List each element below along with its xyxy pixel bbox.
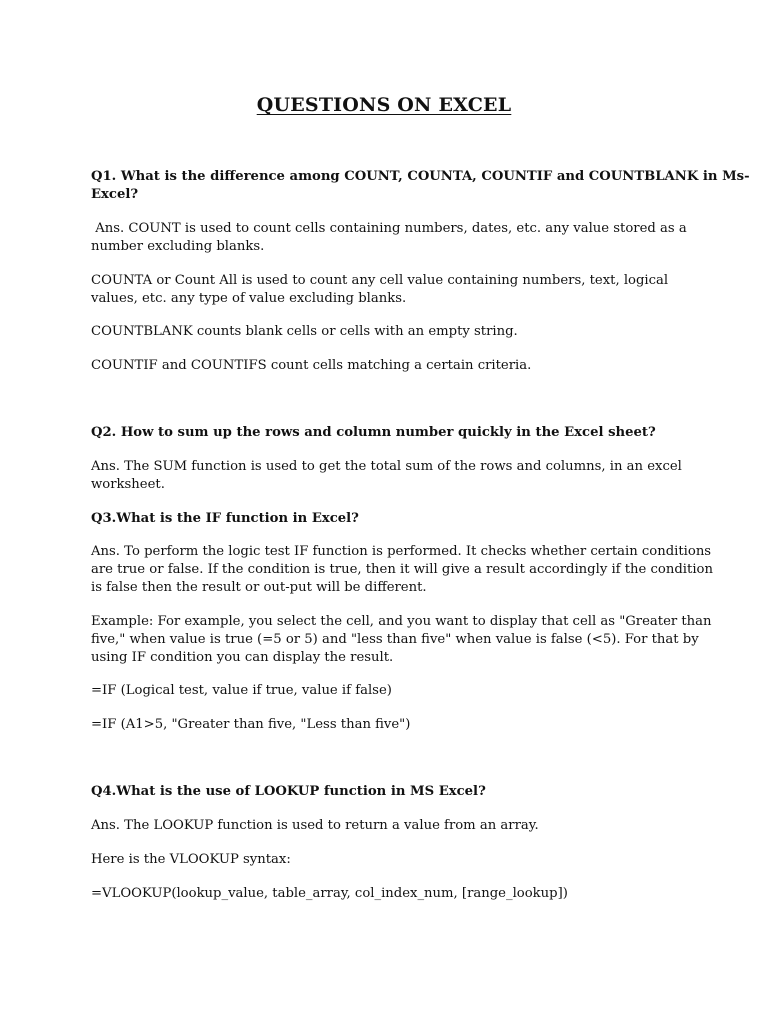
document-title: QUESTIONS ON EXCEL xyxy=(256,94,512,116)
q1-answer-3: COUNTBLANK counts blank cells or cells with an empty string. xyxy=(91,324,518,339)
q3-example: =IF (A1>5, "Greater than five, "Less than five") xyxy=(91,717,411,732)
q2-answer-line-1: Ans. The SUM function is used to get the total sum of the rows and columns, in an excel xyxy=(91,459,682,474)
q4-answer: Ans. The LOOKUP function is used to return a value from an array. xyxy=(91,818,539,833)
q3-answer-2-line-3: using IF condition you can display the result. xyxy=(91,650,394,665)
q2-answer-line-2: worksheet. xyxy=(91,477,165,492)
q3-answer-2-line-2: five," when value is true (=5 or 5) and "less than five" when value is false (<5). For that by xyxy=(91,632,699,647)
q4-syntax: =VLOOKUP(lookup_value, table_array, col_index_num, [range_lookup]) xyxy=(91,886,568,901)
q1-answer-2-line-2: values, etc. any type of value excluding blanks. xyxy=(91,291,407,306)
q1-answer-1-line-1: Ans. COUNT is used to count cells containing numbers, dates, etc. any value stored as a xyxy=(91,221,687,236)
q3-question: Q3.What is the IF function in Excel? xyxy=(91,511,359,526)
q4-question: Q4.What is the use of LOOKUP function in MS Excel? xyxy=(91,784,486,799)
q1-question-line-1: Q1. What is the difference among COUNT, COUNTA, COUNTIF and COUNTBLANK in Ms- xyxy=(91,169,750,184)
q3-syntax: =IF (Logical test, value if true, value if false) xyxy=(91,683,392,698)
q4-syntax-intro: Here is the VLOOKUP syntax: xyxy=(91,852,291,867)
q1-answer-1-line-2: number excluding blanks. xyxy=(91,239,265,254)
q3-answer-1-line-3: is false then the result or out-put will be different. xyxy=(91,580,427,595)
q1-answer-4: COUNTIF and COUNTIFS count cells matching a certain criteria. xyxy=(91,358,532,373)
q1-question-line-2: Excel? xyxy=(91,187,139,202)
q2-question: Q2. How to sum up the rows and column number quickly in the Excel sheet? xyxy=(91,425,656,440)
q3-answer-2-line-1: Example: For example, you select the cell, and you want to display that cell as "Greater than xyxy=(91,614,712,629)
q3-answer-1-line-2: are true or false. If the condition is true, then it will give a result accordingly if the condition xyxy=(91,562,713,577)
q1-answer-2-line-1: COUNTA or Count All is used to count any cell value containing numbers, text, logical xyxy=(91,273,669,288)
q3-answer-1-line-1: Ans. To perform the logic test IF function is performed. It checks whether certain conditions xyxy=(91,544,712,559)
